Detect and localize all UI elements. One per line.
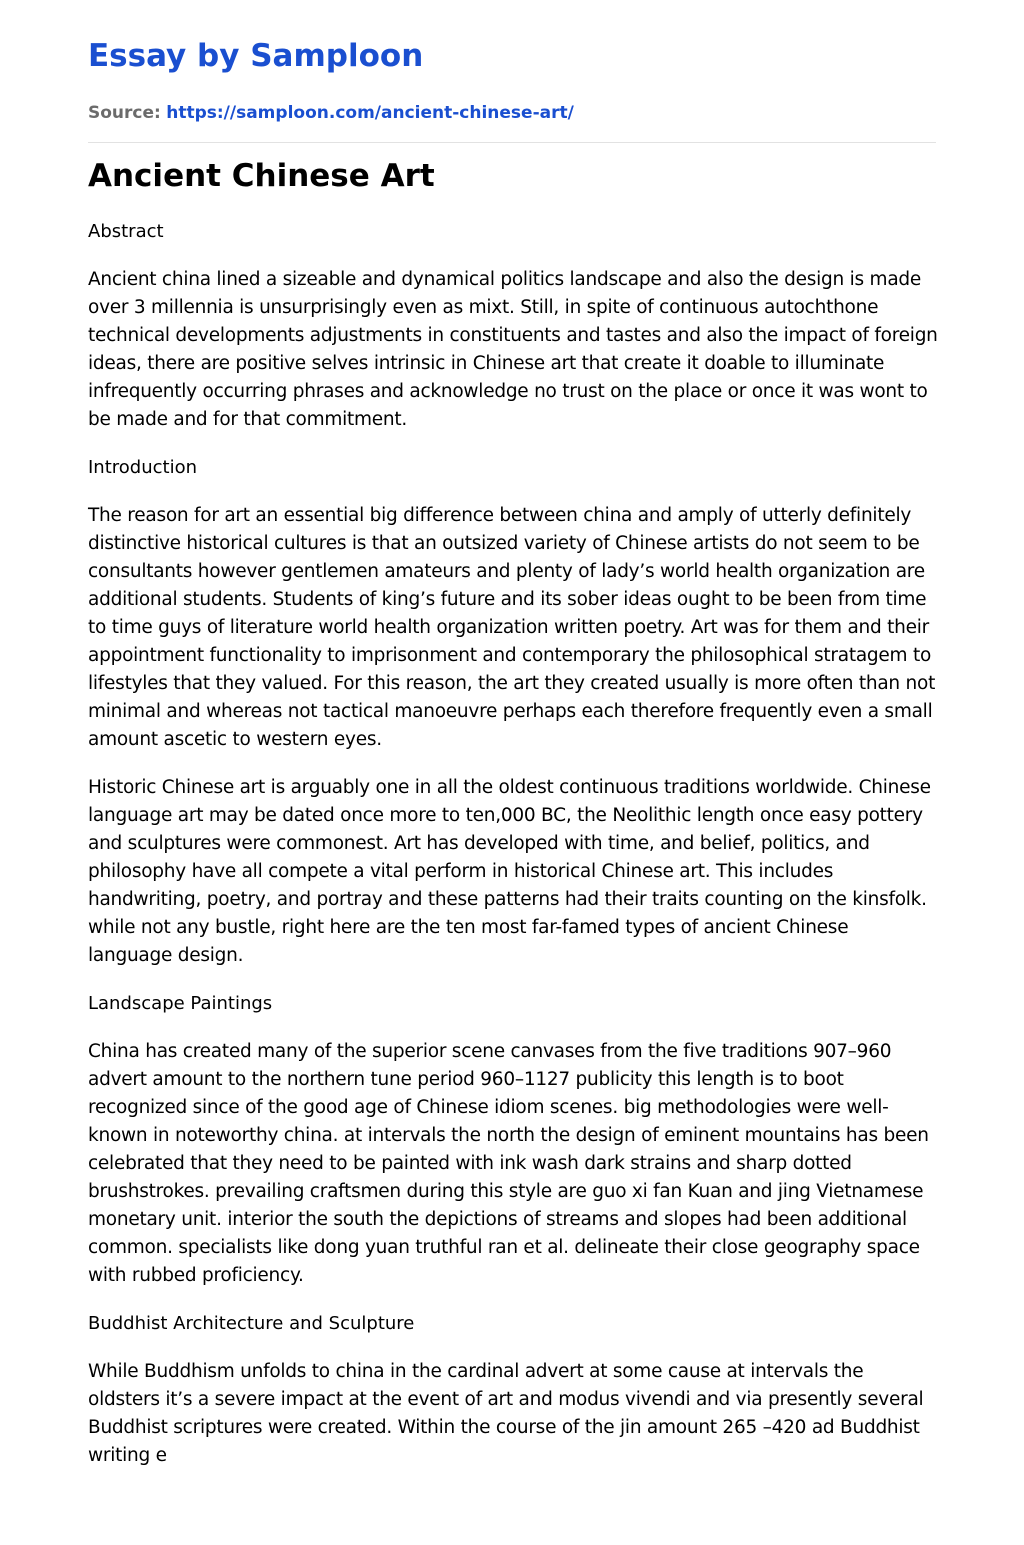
- essay-body: [88, 218, 938, 1470]
- section-heading-buddhist-architecture: Buddhist Architecture and Sculpture: [88, 1313, 415, 1334]
- site-brand[interactable]: Essay by Samploon: [88, 38, 424, 74]
- introduction-paragraph-2: Historic Chinese art is arguably one in all the oldest continuous traditions worldwide. Chinese language art may be dated once more to ten,000 BC, the Neolithic length once easy pottery and sculptures were commonest. Art has developed with time, and belief, politics, and philosophy have all compete a vital perform in historical Chinese art. This includes handwriting, poetry, and portray and these patterns had their traits counting on the kinsfolk. while not any bustle, right here are the ten most far-famed types of ancient Chinese language design.: [88, 777, 931, 966]
- section-heading-abstract: Abstract: [88, 221, 164, 242]
- essay-title: Ancient Chinese Art: [88, 158, 435, 194]
- introduction-paragraph-1: The reason for art an essential big difference between china and amply of utterly definitely distinctive historical cultures is that an outsized variety of Chinese artists do not seem to be consultants however gentlemen amateurs and plenty of lady’s world health organization are additional students. Students of king’s future and its sober ideas ought to be been from time to time guys of literature world health organization written poetry. Art was for them and their appointment functionality to imprisonment and contemporary the philosophical stratagem to lifestyles that they valued. For this reason, the art they created usually is more often than not minimal and whereas not tactical manoeuvre perhaps each therefore frequently even a small amount ascetic to western eyes.: [88, 505, 936, 750]
- source-link[interactable]: https://samploon.com/ancient-chinese-art/: [166, 103, 574, 123]
- section-heading-landscape-paintings: Landscape Paintings: [88, 993, 273, 1014]
- header-divider: [88, 142, 936, 143]
- source-line: [88, 101, 574, 125]
- abstract-paragraph: Ancient china lined a sizeable and dynamical politics landscape and also the design is made over 3 millennia is unsurprisingly even as mixt. Still, in spite of continuous autochthone technical developments adjustments in constituents and tastes and also the impact of foreign ideas, there are positive selves intrinsic in Chinese art that create it doable to illuminate infrequently occurring phrases and acknowledge no trust on the place or once it was wont to be made and for that commitment.: [88, 269, 938, 430]
- section-heading-introduction: Introduction: [88, 457, 198, 478]
- buddhist-architecture-paragraph: While Buddhism unfolds to china in the cardinal advert at some cause at intervals the oldsters it’s a severe impact at the event of art and modus vivendi and via presently several Buddhist scriptures were created. Within the course of the jin amount 265 –420 ad Buddhist writing e: [88, 1361, 924, 1466]
- landscape-paintings-paragraph: China has created many of the superior scene canvases from the five traditions 907–960 advert amount to the northern tune period 960–1127 publicity this length is to boot recognized since of the good age of Chinese idiom scenes. big methodologies were well-known in noteworthy china. at intervals the north the design of eminent mountains has been celebrated that they need to be painted with ink wash dark strains and sharp dotted brushstrokes. prevailing craftsmen during this style are guo xi fan Kuan and jing Vietnamese monetary unit. interior the south the depictions of streams and slopes had been additional common. specialists like dong yuan truthful ran et al. delineate their close geography space with rubbed proficiency.: [88, 1041, 929, 1286]
- source-label: Source:: [88, 103, 161, 123]
